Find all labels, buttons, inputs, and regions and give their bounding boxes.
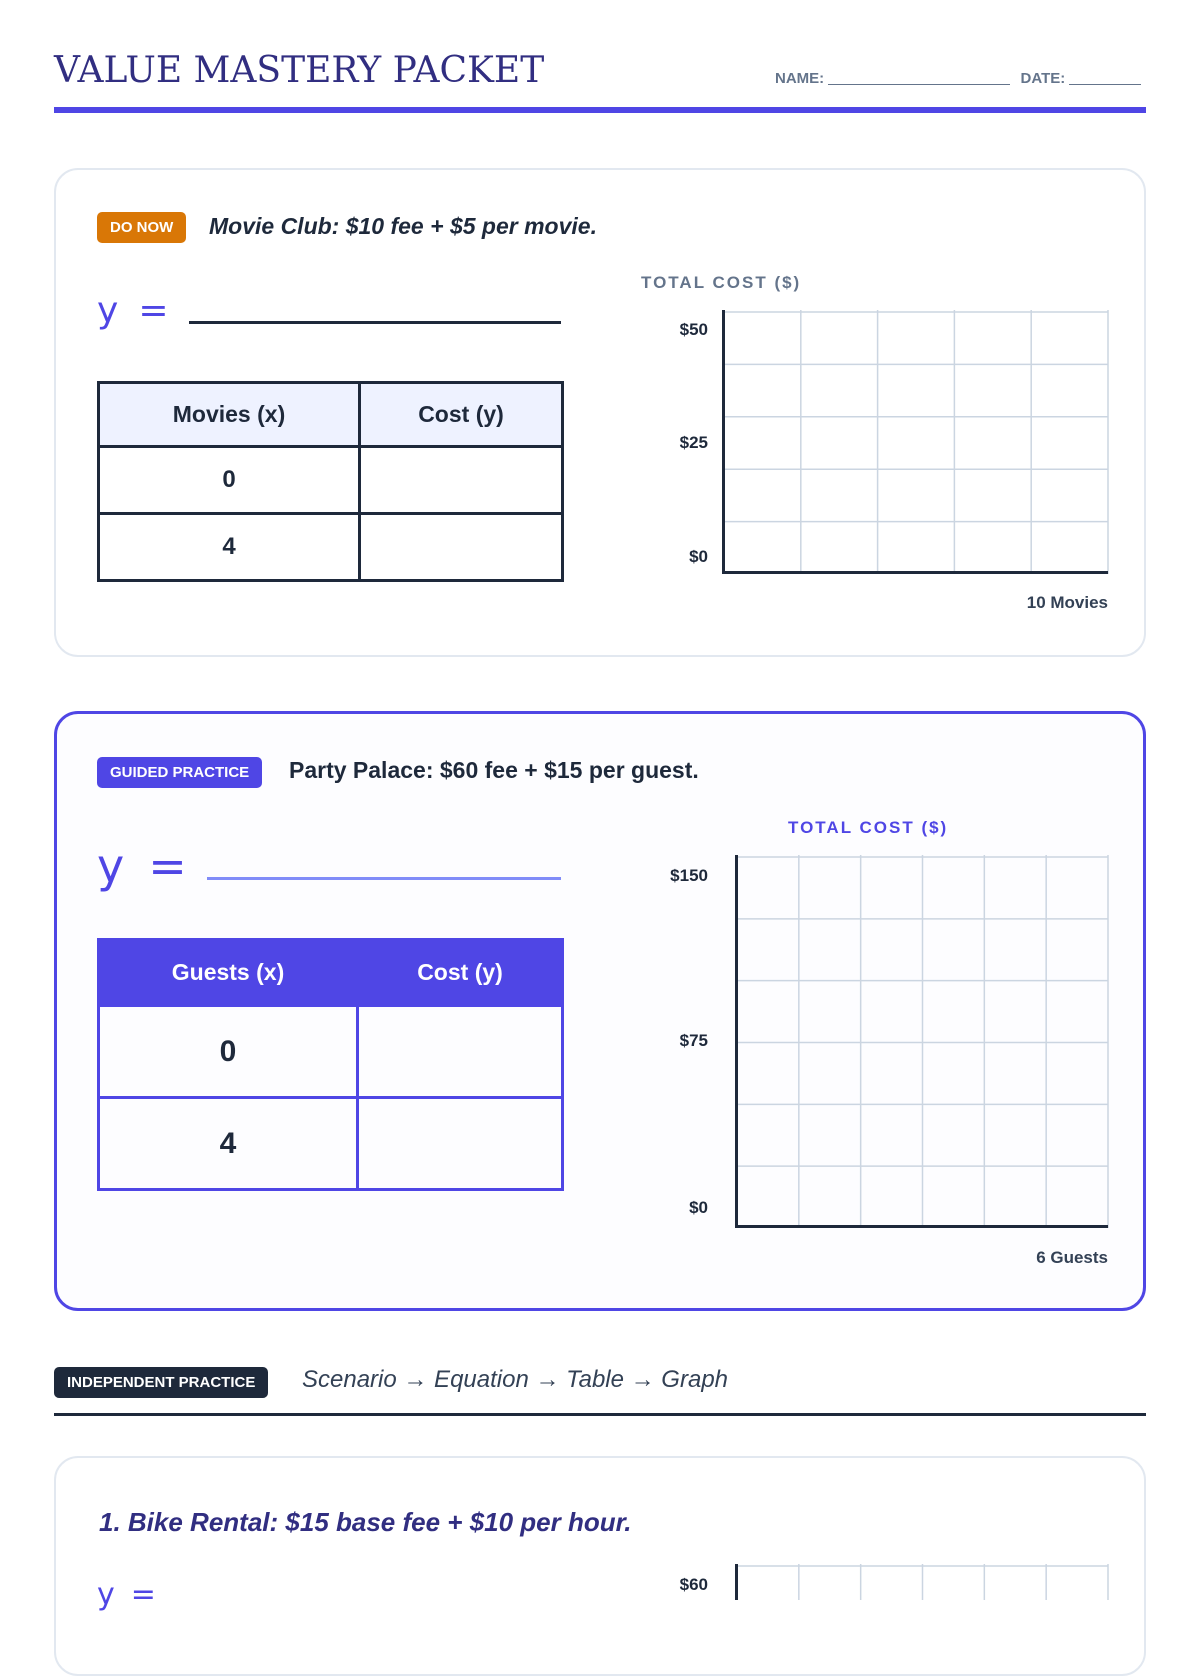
date-label: DATE: — [1020, 70, 1066, 87]
equation-equals: = — [138, 290, 169, 331]
table-header-x: Movies (x) — [99, 383, 360, 447]
name-field[interactable] — [828, 84, 1010, 85]
do-now-badge: DO NOW — [97, 212, 186, 243]
do-now-table — [97, 381, 564, 582]
guided-chart-title: TOTAL COST ($) — [788, 818, 949, 837]
header-rule — [54, 107, 1146, 113]
table-cell-x: 0 — [99, 1006, 358, 1098]
guided-prompt: Party Palace: $60 fee + $15 per guest. — [289, 757, 699, 783]
name-label: NAME: — [775, 70, 825, 87]
do-now-prompt: Movie Club: $10 fee + $5 per movie. — [209, 213, 597, 239]
table-cell-x: 0 — [99, 447, 360, 514]
y-tick: $75 — [679, 1031, 708, 1050]
table-cell-y-input[interactable] — [360, 447, 563, 514]
table-cell-x: 4 — [99, 514, 360, 581]
date-field[interactable] — [1069, 84, 1141, 85]
y-tick: $0 — [689, 547, 708, 566]
independent-rule — [54, 1413, 1146, 1416]
guided-practice-badge: GUIDED PRACTICE — [97, 757, 262, 788]
equation-lhs — [97, 839, 187, 893]
y-tick: $25 — [679, 433, 708, 452]
equation-equals: = — [130, 1577, 156, 1612]
table-row — [99, 447, 563, 514]
equation-y: y — [97, 290, 119, 331]
equation-answer-line[interactable] — [189, 321, 561, 324]
table-cell-x: 4 — [99, 1098, 358, 1190]
equation-y: y — [97, 1577, 115, 1612]
name-date-fields — [775, 70, 1141, 87]
table-cell-y-input[interactable] — [360, 514, 563, 581]
y-tick: $60 — [679, 1575, 708, 1594]
equation-lhs — [97, 290, 168, 331]
do-now-x-label: 10 Movies — [1026, 593, 1108, 612]
table-cell-y-input[interactable] — [358, 1006, 563, 1098]
table-row — [99, 1006, 563, 1098]
table-row — [99, 514, 563, 581]
equation-lhs — [97, 1577, 156, 1612]
table-row — [99, 1098, 563, 1190]
problem-1-graph-grid[interactable] — [735, 1564, 1110, 1600]
y-tick: $150 — [670, 866, 708, 885]
y-tick: $50 — [679, 320, 708, 339]
guided-graph-grid[interactable] — [735, 855, 1110, 1230]
do-now-chart-title: TOTAL COST ($) — [641, 273, 802, 292]
independent-steps: Scenario → Equation → Table → Graph — [302, 1366, 729, 1393]
table-cell-y-input[interactable] — [358, 1098, 563, 1190]
table-header-x: Guests (x) — [99, 940, 358, 1006]
problem-1-prompt: 1. Bike Rental: $15 base fee + $10 per hour. — [99, 1507, 632, 1537]
y-tick: $0 — [689, 1198, 708, 1217]
independent-practice-badge: INDEPENDENT PRACTICE — [54, 1367, 268, 1398]
table-header-y: Cost (y) — [358, 940, 563, 1006]
guided-table — [97, 938, 564, 1191]
equation-y: y — [97, 839, 125, 893]
table-header-y: Cost (y) — [360, 383, 563, 447]
equation-equals: = — [148, 839, 187, 893]
do-now-graph-grid[interactable] — [722, 310, 1110, 578]
page-title: VALUE MASTERY PACKET — [54, 50, 545, 91]
equation-answer-line[interactable] — [207, 877, 561, 880]
guided-x-label: 6 Guests — [1036, 1248, 1108, 1267]
